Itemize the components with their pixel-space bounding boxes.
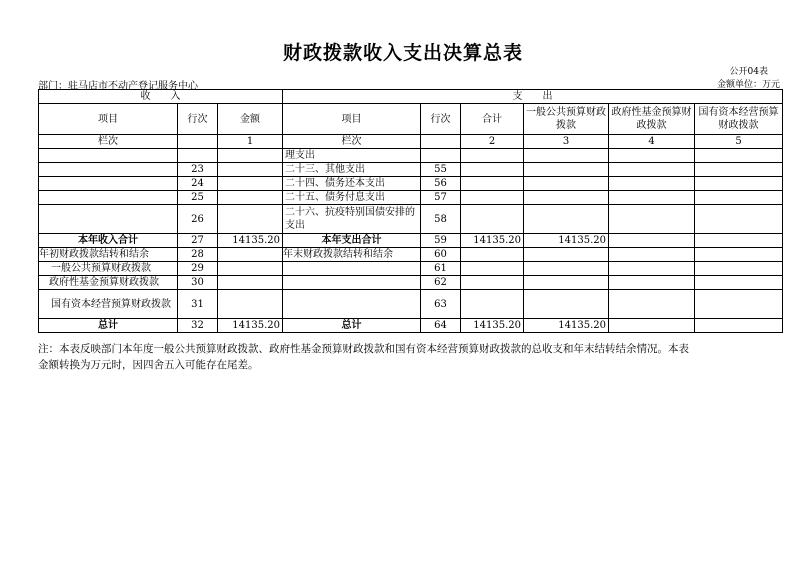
expense-row-no: 63 — [421, 290, 461, 319]
expense-item: 理支出 — [283, 149, 421, 163]
general-amount — [524, 177, 609, 191]
fund-amount — [609, 205, 695, 234]
expense-group-header: 支 出 — [283, 90, 783, 104]
fund-amount — [609, 262, 695, 276]
unit-label: 金额单位：万元 — [716, 80, 780, 90]
capital-amount — [695, 290, 783, 319]
col-number-4: 4 — [609, 135, 695, 149]
income-amount-header: 金额 — [218, 104, 283, 135]
fund-amount — [609, 177, 695, 191]
income-item — [39, 149, 178, 163]
total-amount — [461, 149, 524, 163]
fund-amount — [609, 191, 695, 205]
expense-row-no: 57 — [421, 191, 461, 205]
expense-item — [283, 262, 421, 276]
expense-row-no: 64 — [421, 319, 461, 333]
income-row-no: 32 — [178, 319, 218, 333]
capital-amount — [695, 177, 783, 191]
expense-row-no: 59 — [421, 234, 461, 248]
income-item — [39, 177, 178, 191]
table-row — [39, 177, 783, 191]
table-row — [39, 149, 783, 163]
empty-cell — [421, 135, 461, 149]
expense-item — [283, 290, 421, 319]
expense-row-no: 60 — [421, 248, 461, 262]
fund-amount — [609, 276, 695, 290]
empty-cell — [178, 135, 218, 149]
table-row — [39, 276, 783, 290]
income-amount — [218, 262, 283, 276]
expense-row-no: 58 — [421, 205, 461, 234]
expense-item: 本年支出合计 — [283, 234, 421, 248]
total-amount — [461, 276, 524, 290]
col-number-1: 1 — [218, 135, 283, 149]
total-amount: 14135.20 — [461, 234, 524, 248]
total-amount — [461, 177, 524, 191]
table-row — [39, 205, 783, 234]
col-number-3: 3 — [524, 135, 609, 149]
general-amount — [524, 248, 609, 262]
income-amount — [218, 177, 283, 191]
income-amount — [218, 248, 283, 262]
state-capital-header: 国有资本经营预算财政拨款 — [695, 104, 783, 135]
income-item — [39, 205, 178, 234]
income-item-header: 项目 — [39, 104, 178, 135]
total-header: 合计 — [461, 104, 524, 135]
expense-item: 总计 — [283, 319, 421, 333]
income-amount — [218, 205, 283, 234]
total-amount — [461, 290, 524, 319]
capital-amount — [695, 248, 783, 262]
gov-fund-header: 政府性基金预算财政拨款 — [609, 104, 695, 135]
fund-amount — [609, 163, 695, 177]
expense-row-no-header: 行次 — [421, 104, 461, 135]
income-row-no: 23 — [178, 163, 218, 177]
expense-row-no — [421, 149, 461, 163]
expense-item: 二十三、其他支出 — [283, 163, 421, 177]
table-row — [39, 319, 783, 333]
income-row-no-header: 行次 — [178, 104, 218, 135]
total-amount — [461, 248, 524, 262]
total-amount — [461, 205, 524, 234]
income-item — [39, 163, 178, 177]
fund-amount — [609, 319, 695, 333]
income-item: 国有资本经营预算财政拨款 — [39, 290, 178, 319]
income-group-header: 收 入 — [39, 90, 283, 104]
table-row — [39, 262, 783, 276]
income-amount — [218, 290, 283, 319]
general-budget-header: 一般公共预算财政拨款 — [524, 104, 609, 135]
expense-row-no: 62 — [421, 276, 461, 290]
total-amount — [461, 191, 524, 205]
expense-item-header: 项目 — [283, 104, 421, 135]
general-amount — [524, 163, 609, 177]
expense-item: 二十四、债务还本支出 — [283, 177, 421, 191]
capital-amount — [695, 276, 783, 290]
capital-amount — [695, 149, 783, 163]
income-amount: 14135.20 — [218, 319, 283, 333]
expense-item: 二十六、抗疫特别国债安排的支出 — [283, 205, 421, 234]
capital-amount — [695, 262, 783, 276]
expense-row-no: 61 — [421, 262, 461, 276]
income-amount — [218, 163, 283, 177]
income-item: 年初财政拨款结转和结余 — [39, 248, 178, 262]
total-amount: 14135.20 — [461, 319, 524, 333]
fund-amount — [609, 248, 695, 262]
table-row — [39, 234, 783, 248]
capital-amount — [695, 319, 783, 333]
department-label: 部门：驻马店市不动产登记服务中心 — [38, 81, 198, 92]
income-item: 政府性基金预算财政拨款 — [39, 276, 178, 290]
expense-item — [283, 276, 421, 290]
income-item: 总计 — [39, 319, 178, 333]
capital-amount — [695, 163, 783, 177]
general-amount — [524, 276, 609, 290]
table-row — [39, 191, 783, 205]
income-row-no: 29 — [178, 262, 218, 276]
income-amount — [218, 276, 283, 290]
general-amount — [524, 149, 609, 163]
income-row-no — [178, 149, 218, 163]
income-row-no: 30 — [178, 276, 218, 290]
fund-amount — [609, 290, 695, 319]
general-amount: 14135.20 — [524, 319, 609, 333]
income-amount: 14135.20 — [218, 234, 283, 248]
general-amount — [524, 262, 609, 276]
capital-amount — [695, 205, 783, 234]
table-row — [39, 163, 783, 177]
income-amount — [218, 191, 283, 205]
income-row-no: 25 — [178, 191, 218, 205]
footnote: 注：本表反映部门本年度一般公共预算财政拨款、政府性基金预算财政拨款和国有资本经营预算财政拨款的总收支和年末结转结余情况。本表金额转换为万元时，因四舍五入可能存在尾差。 — [38, 343, 689, 371]
income-item: 本年收入合计 — [39, 234, 178, 248]
table-row — [39, 248, 783, 262]
income-row-no: 31 — [178, 290, 218, 319]
lanci-cell: 栏次 — [283, 135, 421, 149]
income-row-no: 27 — [178, 234, 218, 248]
expense-item: 年末财政拨款结转和结余 — [283, 248, 421, 262]
expense-row-no: 56 — [421, 177, 461, 191]
col-number-2: 2 — [461, 135, 524, 149]
income-row-no: 24 — [178, 177, 218, 191]
income-row-no: 26 — [178, 205, 218, 234]
lanci-cell: 栏次 — [39, 135, 178, 149]
form-number: 公开04表 — [729, 67, 768, 77]
fund-amount — [609, 149, 695, 163]
table-row — [39, 290, 783, 319]
general-amount: 14135.20 — [524, 234, 609, 248]
income-item — [39, 191, 178, 205]
capital-amount — [695, 234, 783, 248]
capital-amount — [695, 191, 783, 205]
income-item: 一般公共预算财政拨款 — [39, 262, 178, 276]
expense-item: 二十五、债务付息支出 — [283, 191, 421, 205]
expense-row-no: 55 — [421, 163, 461, 177]
income-amount — [218, 149, 283, 163]
budget-summary-table — [38, 89, 783, 333]
col-number-5: 5 — [695, 135, 783, 149]
report-title: 财政拨款收入支出决算总表 — [282, 42, 523, 64]
general-amount — [524, 205, 609, 234]
income-row-no: 28 — [178, 248, 218, 262]
fund-amount — [609, 234, 695, 248]
total-amount — [461, 163, 524, 177]
general-amount — [524, 191, 609, 205]
general-amount — [524, 290, 609, 319]
total-amount — [461, 262, 524, 276]
